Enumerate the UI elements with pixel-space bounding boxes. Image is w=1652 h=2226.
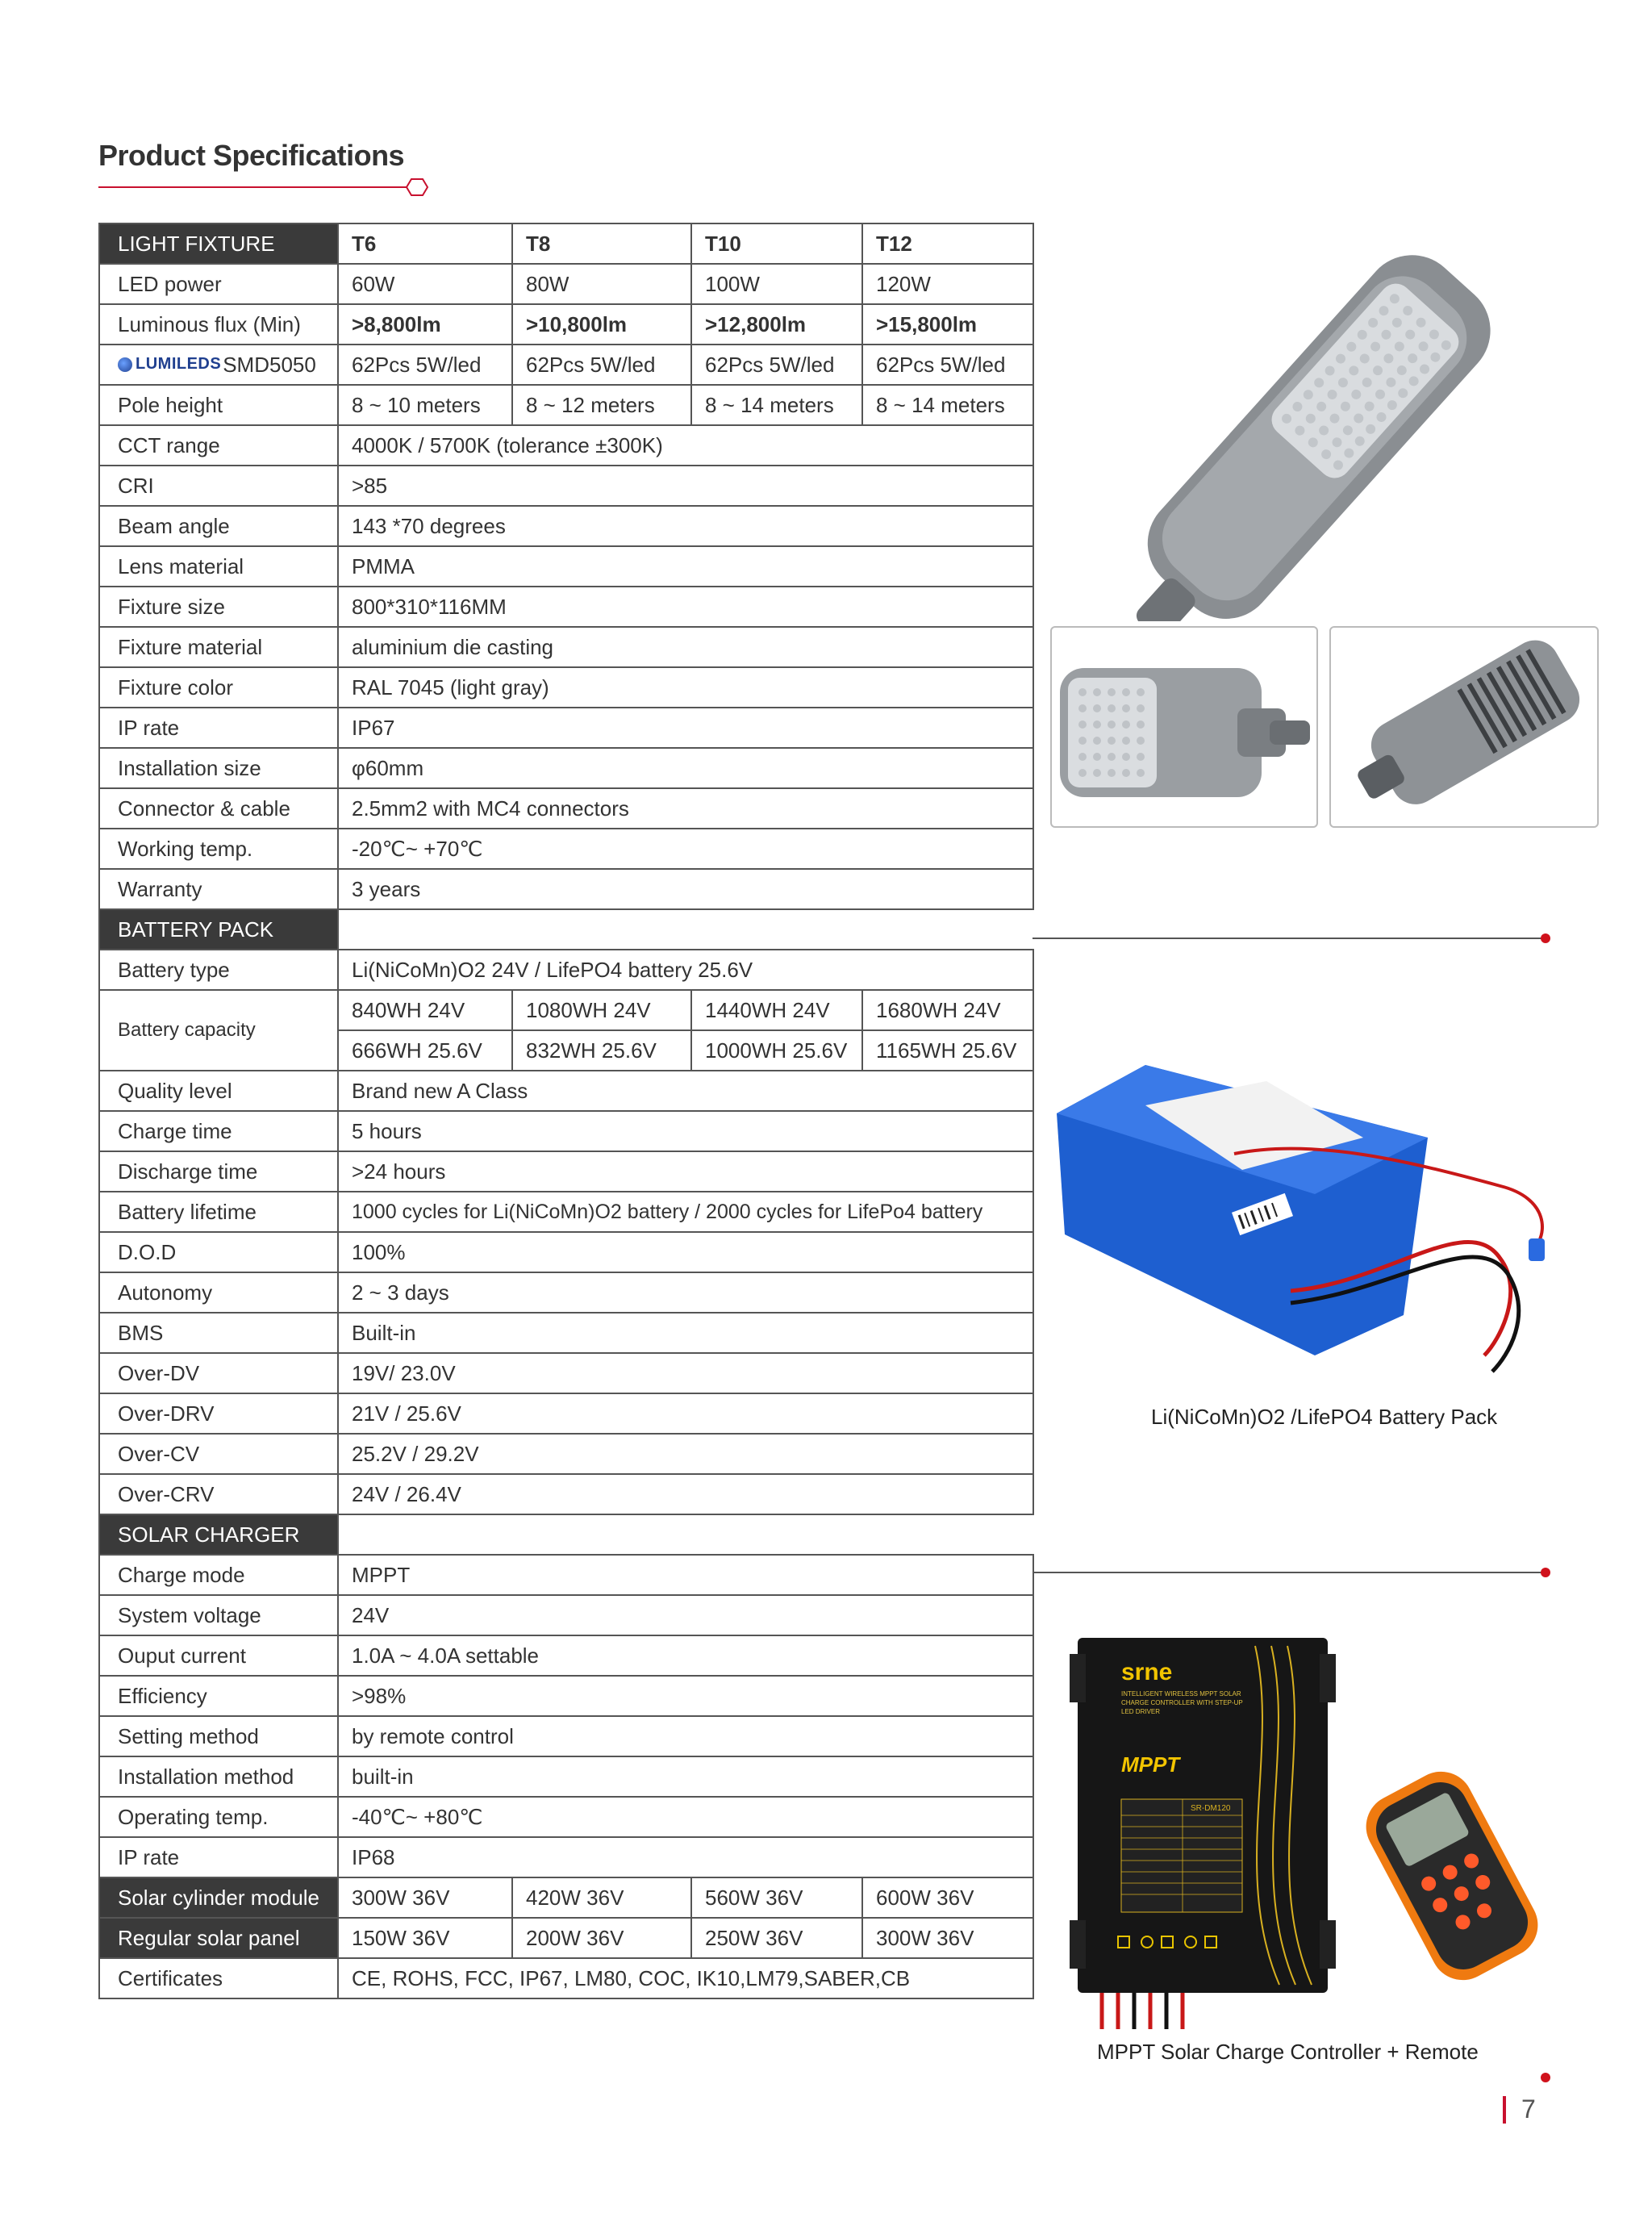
table-row [99,1071,1033,1111]
row-label: Over-CV [99,1434,338,1474]
lumileds-icon [118,357,132,372]
battery-caption: Li(NiCoMn)O2 /LifePO4 Battery Pack [1151,1405,1498,1429]
section-solar-charger: SOLAR CHARGER [99,1514,338,1555]
cell: RAL 7045 (light gray) [338,667,1033,708]
cell: 8 ~ 12 meters [512,385,691,425]
table-row [99,1716,1033,1756]
row-label: Certificates [99,1958,338,1998]
table-row [99,425,1033,466]
row-label: System voltage [99,1595,338,1635]
red-dot [1541,933,1550,943]
row-label [99,345,338,385]
table-row [99,506,1033,546]
cell: φ60mm [338,748,1033,788]
cell: built-in [338,1756,1033,1797]
row-label: Charge mode [99,1555,338,1595]
battery-header-row [99,909,1033,950]
model-t8: T8 [512,223,691,264]
cell: 120W [862,264,1033,304]
table-row [99,587,1033,627]
cell: IP68 [338,1837,1033,1877]
cell: 1440WH 24V [691,990,862,1030]
cell: Brand new A Class [338,1071,1033,1111]
model-t12: T12 [862,223,1033,264]
cell: 62Pcs 5W/led [512,345,691,385]
table-row [99,788,1033,829]
table-row [99,1635,1033,1676]
cell: 3 years [338,869,1033,909]
fixture-photo-front-frame [1050,626,1318,828]
row-label: Installation method [99,1756,338,1797]
spacer [338,909,1033,950]
fixture-front-photo [1052,628,1316,826]
table-row [99,1272,1033,1313]
row-label: LED power [99,264,338,304]
cell: aluminium die casting [338,627,1033,667]
cell: 840WH 24V [338,990,512,1030]
spec-table [98,223,1034,1999]
row-label: Lens material [99,546,338,587]
cell: by remote control [338,1716,1033,1756]
row-label: Fixture size [99,587,338,627]
table-row [99,1756,1033,1797]
table-row [99,1353,1033,1393]
row-label: Battery capacity [99,990,338,1071]
fixture-back-photo [1331,628,1597,826]
table-row [99,1232,1033,1272]
controller-model: SR-DM120 [1191,1804,1231,1813]
hexagon-icon [405,177,429,197]
light-fixture-header-row [99,223,1033,264]
red-dot [1541,1568,1550,1577]
controller-text: INTELLIGENT WIRELESS MPPT SOLAR CHARGE CONTROLLER WITH STEP-UP LED DRIVER [1121,1690,1243,1715]
cell: 24V / 26.4V [338,1474,1033,1514]
table-row [99,869,1033,909]
table-row [99,1393,1033,1434]
row-label: Battery lifetime [99,1192,338,1232]
table-row [99,829,1033,869]
table-row [99,748,1033,788]
table-row [99,667,1033,708]
row-label: Luminous flux (Min) [99,304,338,345]
controller-mppt: MPPT [1121,1752,1180,1777]
cell: MPPT [338,1555,1033,1595]
table-row [99,1918,1033,1958]
row-label: Setting method [99,1716,338,1756]
table-row [99,1555,1033,1595]
row-label: Over-DV [99,1353,338,1393]
cell: 1.0A ~ 4.0A settable [338,1635,1033,1676]
cell: 4000K / 5700K (tolerance ±300K) [338,425,1033,466]
cell: 5 hours [338,1111,1033,1151]
section-rule [1032,1572,1546,1573]
table-row [99,1837,1033,1877]
cell: 420W 36V [512,1877,691,1918]
cell: 25.2V / 29.2V [338,1434,1033,1474]
row-label: Quality level [99,1071,338,1111]
red-dot [1541,2073,1550,2082]
row-label: Over-DRV [99,1393,338,1434]
row-label: CRI [99,466,338,506]
row-label: Efficiency [99,1676,338,1716]
cell: 100% [338,1232,1033,1272]
cell: 8 ~ 14 meters [862,385,1033,425]
cell: CE, ROHS, FCC, IP67, LM80, COC, IK10,LM79,SABER,CB [338,1958,1033,1998]
remote-control-photo [1339,1767,1565,1985]
section-rule [1032,938,1546,939]
cell: Li(NiCoMn)O2 24V / LifePO4 battery 25.6V [338,950,1033,990]
table-row [99,1434,1033,1474]
charger-caption: MPPT Solar Charge Controller + Remote [1097,2040,1479,2064]
cell: IP67 [338,708,1033,748]
table-row [99,1192,1033,1232]
cell: 666WH 25.6V [338,1030,512,1071]
charger-header-row [99,1514,1033,1555]
spacer [338,1514,1033,1555]
cell: 60W [338,264,512,304]
table-row [99,950,1033,990]
row-label: BMS [99,1313,338,1353]
row-label: Autonomy [99,1272,338,1313]
table-row [99,627,1033,667]
row-label: CCT range [99,425,338,466]
cell: 832WH 25.6V [512,1030,691,1071]
cell: -40℃~ +80℃ [338,1797,1033,1837]
cell: 300W 36V [862,1918,1033,1958]
row-label: Fixture color [99,667,338,708]
row-label: Ouput current [99,1635,338,1676]
cell: -20℃~ +70℃ [338,829,1033,869]
table-row [99,264,1033,304]
row-label: Fixture material [99,627,338,667]
row-label: Connector & cable [99,788,338,829]
lumileds-logo [118,355,223,374]
cell: PMMA [338,546,1033,587]
cell: 200W 36V [512,1918,691,1958]
row-label: Beam angle [99,506,338,546]
row-label: D.O.D [99,1232,338,1272]
cell: 1000WH 25.6V [691,1030,862,1071]
charge-controller-photo [1070,1630,1344,2033]
model-t6: T6 [338,223,512,264]
row-label: IP rate [99,708,338,748]
cell: 100W [691,264,862,304]
cell: 80W [512,264,691,304]
table-row [99,990,1033,1030]
cell: 1680WH 24V [862,990,1033,1030]
battery-pack-photo [1049,1049,1565,1396]
table-row [99,304,1033,345]
cell: >8,800lm [338,304,512,345]
cell: 62Pcs 5W/led [862,345,1033,385]
table-row [99,1877,1033,1918]
row-label: Charge time [99,1111,338,1151]
row-label: Discharge time [99,1151,338,1192]
cell: 1080WH 24V [512,990,691,1030]
table-row [99,1111,1033,1151]
street-light-photo [1073,202,1557,621]
fixture-photo-back-frame [1329,626,1599,828]
cell: 250W 36V [691,1918,862,1958]
cell: 150W 36V [338,1918,512,1958]
cell: >12,800lm [691,304,862,345]
cell: 300W 36V [338,1877,512,1918]
table-row [99,1797,1033,1837]
title-underline [98,186,413,188]
cell: 560W 36V [691,1877,862,1918]
cell: >85 [338,466,1033,506]
cell: 800*310*116MM [338,587,1033,627]
table-row [99,345,1033,385]
page-number-bar [1503,2096,1506,2124]
table-row [99,1474,1033,1514]
row-label: Working temp. [99,829,338,869]
cell: 62Pcs 5W/led [691,345,862,385]
cell: 8 ~ 14 meters [691,385,862,425]
cell: 2 ~ 3 days [338,1272,1033,1313]
cell: 19V/ 23.0V [338,1353,1033,1393]
table-row [99,1595,1033,1635]
row-label: IP rate [99,1837,338,1877]
controller-brand: srne [1121,1659,1173,1685]
cell: 2.5mm2 with MC4 connectors [338,788,1033,829]
cell: >24 hours [338,1151,1033,1192]
cell: 8 ~ 10 meters [338,385,512,425]
cell: Built-in [338,1313,1033,1353]
cell: 21V / 25.6V [338,1393,1033,1434]
cell: >15,800lm [862,304,1033,345]
model-t10: T10 [691,223,862,264]
page-number: 7 [1521,2094,1536,2124]
table-row [99,1958,1033,1998]
cell: >10,800lm [512,304,691,345]
section-light-fixture: LIGHT FIXTURE [99,223,338,264]
cell: 1165WH 25.6V [862,1030,1033,1071]
cell: >98% [338,1676,1033,1716]
row-label: Over-CRV [99,1474,338,1514]
table-row [99,1676,1033,1716]
row-label: Solar cylinder module [99,1877,338,1918]
row-label: Regular solar panel [99,1918,338,1958]
cell: 62Pcs 5W/led [338,345,512,385]
section-battery-pack: BATTERY PACK [99,909,338,950]
cell: 600W 36V [862,1877,1033,1918]
row-label: Pole height [99,385,338,425]
table-row [99,385,1033,425]
cell: 24V [338,1595,1033,1635]
table-row [99,1313,1033,1353]
table-row [99,546,1033,587]
row-label: Warranty [99,869,338,909]
chip-label: SMD5050 [223,352,316,377]
row-label: Operating temp. [99,1797,338,1837]
cell: 1000 cycles for Li(NiCoMn)O2 battery / 2000 cycles for LifePo4 battery [338,1192,1033,1232]
table-row [99,1151,1033,1192]
page-title: Product Specifications [98,139,405,172]
lumileds-wordmark: LUMILEDS [136,355,222,373]
table-row [99,466,1033,506]
table-row [99,708,1033,748]
row-label: Installation size [99,748,338,788]
row-label: Battery type [99,950,338,990]
cell: 143 *70 degrees [338,506,1033,546]
